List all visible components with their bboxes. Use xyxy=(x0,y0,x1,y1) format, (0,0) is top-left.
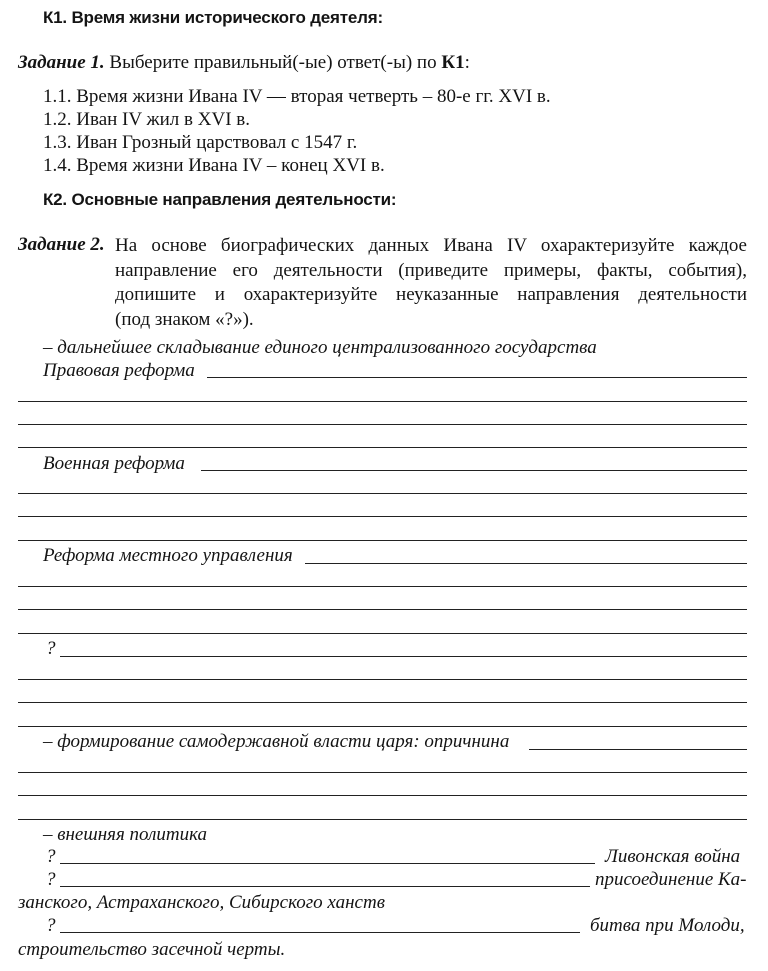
task2-label: Задание 2. xyxy=(18,234,105,255)
local-reform-answer-line[interactable] xyxy=(305,563,747,564)
foreign-item-2-text: присоединение Ка- xyxy=(595,869,747,890)
centralization-title: – дальнейшее складывание единого централизованного государства xyxy=(43,337,597,358)
task1-ref: К1 xyxy=(441,52,465,73)
task1-text: Выберите правильный(-ые) ответ(-ы) по xyxy=(109,52,442,73)
answer-line[interactable] xyxy=(18,447,747,448)
foreign-item-2-continuation: занского, Астраханского, Сибирского ханств xyxy=(18,892,385,913)
answer-line[interactable] xyxy=(18,772,747,773)
legal-reform-answer-line[interactable] xyxy=(207,377,747,378)
task2-line-3: допишите и охарактеризуйте неуказанные направления деятельности xyxy=(115,284,747,305)
option-1-3: 1.3. Иван Грозный царствовал с 1547 г. xyxy=(43,132,358,153)
task2-text xyxy=(115,234,747,332)
answer-line[interactable] xyxy=(18,424,747,425)
military-reform-label: Военная реформа xyxy=(43,453,185,474)
task1-colon: : xyxy=(464,52,470,73)
answer-line[interactable] xyxy=(18,633,747,634)
k2-heading: К2. Основные направления деятельности: xyxy=(43,190,397,209)
oprichnina-answer-line[interactable] xyxy=(529,749,747,750)
answer-line[interactable] xyxy=(18,493,747,494)
unknown-direction-answer-line[interactable] xyxy=(60,656,747,657)
foreign-item-2-answer-line[interactable] xyxy=(60,886,590,887)
task2-line-2: направление его деятельности (приведите примеры, факты, события), xyxy=(115,259,747,281)
foreign-item-3-text: битва при Молоди, xyxy=(590,915,745,936)
foreign-item-3-mark: ? xyxy=(46,915,56,936)
task2-line-1: На основе биографических данных Ивана IV охарактеризуйте каждое xyxy=(115,235,747,256)
foreign-item-3-answer-line[interactable] xyxy=(60,932,580,933)
foreign-item-1-answer-line[interactable] xyxy=(60,863,595,864)
local-reform-label: Реформа местного управления xyxy=(43,545,293,566)
answer-line[interactable] xyxy=(18,819,747,820)
oprichnina-label: – формирование самодержавной власти царя: опричнина xyxy=(43,731,510,752)
task1-instruction xyxy=(18,52,470,74)
foreign-item-1-mark: ? xyxy=(46,846,56,867)
foreign-policy-title: – внешняя политика xyxy=(43,824,207,845)
option-1-4: 1.4. Время жизни Ивана IV – конец XVI в. xyxy=(43,155,385,176)
option-1-2: 1.2. Иван IV жил в XVI в. xyxy=(43,109,250,130)
task1-label: Задание 1. xyxy=(18,52,105,73)
task2-line-4: (под знаком «?»). xyxy=(115,308,254,330)
answer-line[interactable] xyxy=(18,516,747,517)
option-1-1: 1.1. Время жизни Ивана IV — вторая четверть – 80-е гг. XVI в. xyxy=(43,86,551,107)
answer-line[interactable] xyxy=(18,679,747,680)
answer-line[interactable] xyxy=(18,401,747,402)
answer-line[interactable] xyxy=(18,702,747,703)
unknown-direction-mark: ? xyxy=(46,638,56,659)
k1-heading: К1. Время жизни исторического деятеля: xyxy=(43,8,383,27)
answer-line[interactable] xyxy=(18,726,747,727)
answer-line[interactable] xyxy=(18,540,747,541)
answer-line[interactable] xyxy=(18,609,747,610)
foreign-item-2-mark: ? xyxy=(46,869,56,890)
foreign-item-1-text: Ливонская война xyxy=(605,846,741,867)
answer-line[interactable] xyxy=(18,586,747,587)
legal-reform-label: Правовая реформа xyxy=(43,360,195,381)
military-reform-answer-line[interactable] xyxy=(201,470,747,471)
foreign-item-3-continuation: строительство засечной черты. xyxy=(18,939,286,960)
answer-line[interactable] xyxy=(18,795,747,796)
